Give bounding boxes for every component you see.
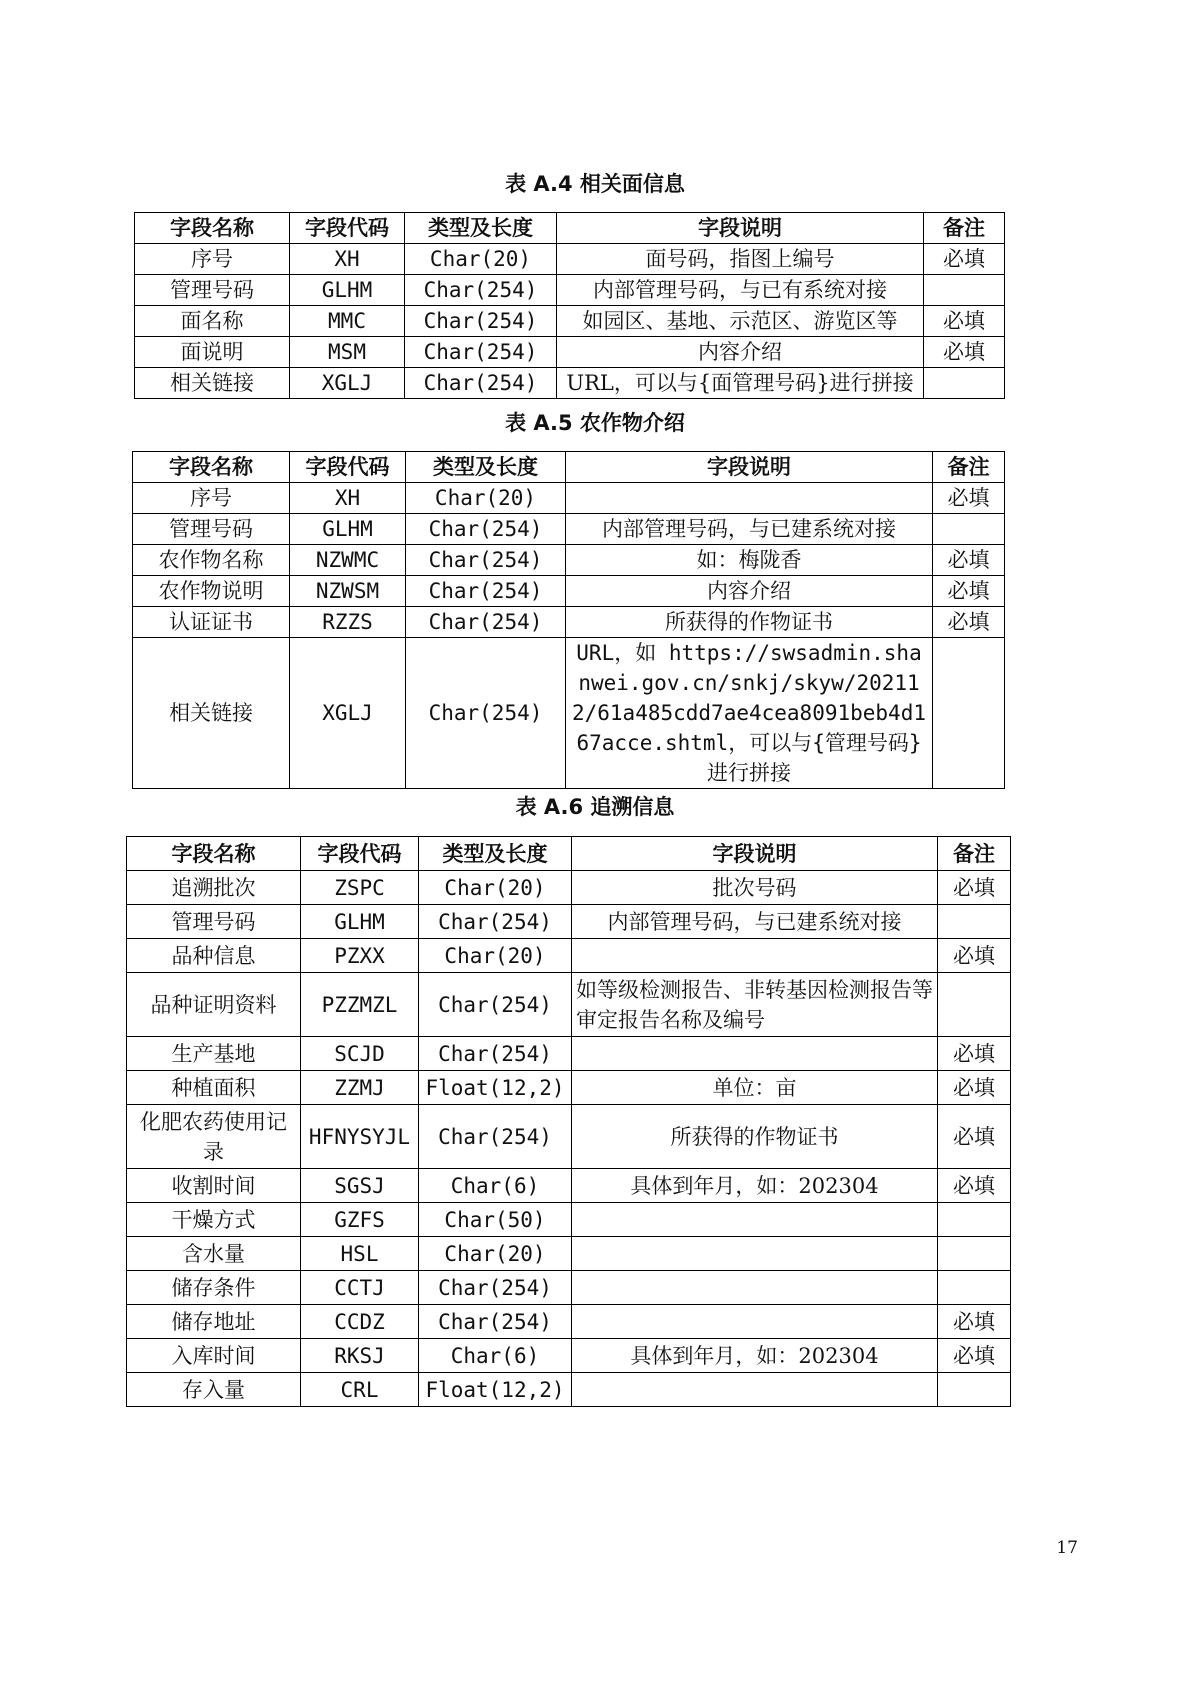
- table-cell: 如：梅陇香: [566, 545, 933, 576]
- table-cell: 生产基地: [127, 1037, 301, 1071]
- table-row: [135, 244, 1005, 275]
- table-cell: GLHM: [290, 514, 406, 545]
- table-cell: MSM: [290, 337, 405, 368]
- table-cell: 管理号码: [133, 514, 290, 545]
- table-cell: Char(254): [419, 1037, 572, 1071]
- table-cell: 内部管理号码，与已有系统对接: [557, 275, 924, 306]
- header-cell: 字段代码: [290, 213, 405, 244]
- table-cell: Char(6): [419, 1339, 572, 1373]
- table-cell: 所获得的作物证书: [566, 607, 933, 638]
- table-cell: 相关链接: [133, 638, 290, 789]
- table-cell: 种植面积: [127, 1071, 301, 1105]
- table-cell: CRL: [301, 1373, 419, 1407]
- table-cell: [938, 1237, 1011, 1271]
- table-cell: Char(254): [419, 1105, 572, 1169]
- table-row: [127, 1203, 1011, 1237]
- table-cell: 序号: [133, 483, 290, 514]
- table-cell: SGSJ: [301, 1169, 419, 1203]
- table-row: [127, 939, 1011, 973]
- table-cell: XH: [290, 244, 405, 275]
- table-cell: ZZMJ: [301, 1071, 419, 1105]
- table-row: [127, 871, 1011, 905]
- table-cell: Char(254): [406, 545, 566, 576]
- table-cell: [938, 905, 1011, 939]
- table-cell: 必填: [938, 1105, 1011, 1169]
- table-cell: 面说明: [135, 337, 290, 368]
- header-cell: 字段说明: [557, 213, 924, 244]
- table-cell: SCJD: [301, 1037, 419, 1071]
- table-cell: 必填: [933, 483, 1005, 514]
- table-cell: 品种证明资料: [127, 973, 301, 1037]
- table-cell: 单位：亩: [572, 1071, 938, 1105]
- table-caption: 表 A.5 农作物介绍: [505, 411, 685, 435]
- table-cell: 收割时间: [127, 1169, 301, 1203]
- table-cell: Char(6): [419, 1169, 572, 1203]
- table-cell: 必填: [933, 576, 1005, 607]
- table-cell: 批次号码: [572, 871, 938, 905]
- table-cell: Char(254): [419, 905, 572, 939]
- table-cell: 必填: [938, 1339, 1011, 1373]
- table-cell: XGLJ: [290, 638, 406, 789]
- table-cell: URL，如 https://swsadmin.shanwei.gov.cn/snkj/skyw/202112/61a485cdd7ae4cea8091beb4d167acce.shtml，可以与{管理号码}进行拼接: [566, 638, 933, 789]
- header-cell: 类型及长度: [405, 213, 557, 244]
- table-cell: 面名称: [135, 306, 290, 337]
- table-cell: 认证证书: [133, 607, 290, 638]
- table-cell: HFNYSYJL: [301, 1105, 419, 1169]
- table-row: [133, 483, 1005, 514]
- table-cell: [572, 1373, 938, 1407]
- table-cell: 必填: [938, 939, 1011, 973]
- table-cell: PZZMZL: [301, 973, 419, 1037]
- header-cell: 备注: [938, 837, 1011, 871]
- data-table: [132, 451, 1005, 789]
- header-cell: 字段代码: [301, 837, 419, 871]
- table-cell: [572, 1203, 938, 1237]
- table-cell: URL，可以与{面管理号码}进行拼接: [557, 368, 924, 399]
- table-cell: [938, 1373, 1011, 1407]
- table-cell: [572, 939, 938, 973]
- header-cell: 字段代码: [290, 452, 406, 483]
- table-cell: 内容介绍: [557, 337, 924, 368]
- table-row: [133, 514, 1005, 545]
- table-cell: 品种信息: [127, 939, 301, 973]
- table-cell: Float(12,2): [419, 1373, 572, 1407]
- table-cell: Char(254): [419, 1305, 572, 1339]
- table-cell: 管理号码: [127, 905, 301, 939]
- header-cell: 字段说明: [572, 837, 938, 871]
- table-row: [133, 545, 1005, 576]
- table-cell: [924, 275, 1005, 306]
- table-row: [127, 1237, 1011, 1271]
- table-cell: 储存条件: [127, 1271, 301, 1305]
- table-caption: 表 A.6 追溯信息: [515, 795, 675, 819]
- table-cell: 必填: [933, 545, 1005, 576]
- table-row: [127, 1305, 1011, 1339]
- table-header-row: [135, 213, 1005, 244]
- header-cell: 类型及长度: [419, 837, 572, 871]
- table-cell: Char(254): [419, 973, 572, 1037]
- table-cell: GLHM: [290, 275, 405, 306]
- table-row: [133, 607, 1005, 638]
- table-cell: 如园区、基地、示范区、游览区等: [557, 306, 924, 337]
- table-cell: [572, 1037, 938, 1071]
- table-row: [127, 1037, 1011, 1071]
- table-cell: Char(20): [419, 939, 572, 973]
- table-cell: CCTJ: [301, 1271, 419, 1305]
- table-cell: 管理号码: [135, 275, 290, 306]
- table-row: [133, 576, 1005, 607]
- table-header-row: [133, 452, 1005, 483]
- table-cell: 内部管理号码，与已建系统对接: [572, 905, 938, 939]
- table-cell: [933, 638, 1005, 789]
- table-cell: CCDZ: [301, 1305, 419, 1339]
- table-cell: Char(254): [405, 275, 557, 306]
- table-row: [135, 337, 1005, 368]
- table-cell: 干燥方式: [127, 1203, 301, 1237]
- table-cell: 如等级检测报告、非转基因检测报告等审定报告名称及编号: [572, 973, 938, 1037]
- table-row: [127, 973, 1011, 1037]
- table-cell: Char(254): [406, 607, 566, 638]
- table-cell: 内部管理号码，与已建系统对接: [566, 514, 933, 545]
- table-cell: GZFS: [301, 1203, 419, 1237]
- table-cell: 必填: [938, 1071, 1011, 1105]
- header-cell: 备注: [933, 452, 1005, 483]
- table-cell: Float(12,2): [419, 1071, 572, 1105]
- table-cell: PZXX: [301, 939, 419, 973]
- table-cell: 具体到年月，如：202304: [572, 1169, 938, 1203]
- table-cell: NZWMC: [290, 545, 406, 576]
- table-cell: 含水量: [127, 1237, 301, 1271]
- header-cell: 字段说明: [566, 452, 933, 483]
- table-row: [127, 1339, 1011, 1373]
- table-cell: Char(254): [405, 368, 557, 399]
- table-cell: Char(50): [419, 1203, 572, 1237]
- header-cell: 字段名称: [133, 452, 290, 483]
- table-cell: Char(254): [406, 576, 566, 607]
- table-row: [127, 1071, 1011, 1105]
- table-cell: HSL: [301, 1237, 419, 1271]
- table-row: [135, 306, 1005, 337]
- table-cell: 农作物说明: [133, 576, 290, 607]
- table-cell: 相关链接: [135, 368, 290, 399]
- page-number: 17: [1056, 1538, 1078, 1558]
- table-row: [127, 1169, 1011, 1203]
- table-cell: XH: [290, 483, 406, 514]
- table-row: [127, 905, 1011, 939]
- table-cell: [933, 514, 1005, 545]
- table-cell: 必填: [938, 1169, 1011, 1203]
- table-cell: 农作物名称: [133, 545, 290, 576]
- table-cell: [572, 1305, 938, 1339]
- table-cell: XGLJ: [290, 368, 405, 399]
- table-row: [127, 1105, 1011, 1169]
- table-cell: Char(254): [405, 306, 557, 337]
- table-cell: RZZS: [290, 607, 406, 638]
- table-cell: 必填: [938, 871, 1011, 905]
- table-cell: 序号: [135, 244, 290, 275]
- table-cell: [572, 1237, 938, 1271]
- table-row: [127, 1271, 1011, 1305]
- table-cell: ZSPC: [301, 871, 419, 905]
- table-cell: Char(20): [406, 483, 566, 514]
- table-cell: 追溯批次: [127, 871, 301, 905]
- header-cell: 字段名称: [127, 837, 301, 871]
- table-row: [133, 638, 1005, 789]
- table-cell: [938, 1203, 1011, 1237]
- table-cell: [924, 368, 1005, 399]
- table-cell: 内容介绍: [566, 576, 933, 607]
- table-cell: 必填: [938, 1305, 1011, 1339]
- table-row: [127, 1373, 1011, 1407]
- table-cell: Char(254): [406, 638, 566, 789]
- table-cell: Char(254): [406, 514, 566, 545]
- table-cell: 面号码，指图上编号: [557, 244, 924, 275]
- table-cell: 具体到年月，如：202304: [572, 1339, 938, 1373]
- table-cell: [938, 973, 1011, 1037]
- table-caption: 表 A.4 相关面信息: [505, 172, 685, 196]
- table-cell: Char(20): [419, 1237, 572, 1271]
- table-cell: [938, 1271, 1011, 1305]
- table-row: [135, 368, 1005, 399]
- table-header-row: [127, 837, 1011, 871]
- table-cell: 必填: [938, 1037, 1011, 1071]
- table-cell: 入库时间: [127, 1339, 301, 1373]
- header-cell: 类型及长度: [406, 452, 566, 483]
- data-table: [126, 836, 1011, 1407]
- table-cell: 必填: [924, 306, 1005, 337]
- table-cell: [566, 483, 933, 514]
- data-table: [134, 212, 1005, 399]
- table-cell: 存入量: [127, 1373, 301, 1407]
- table-cell: 必填: [933, 607, 1005, 638]
- header-cell: 字段名称: [135, 213, 290, 244]
- table-row: [135, 275, 1005, 306]
- table-cell: 所获得的作物证书: [572, 1105, 938, 1169]
- table-cell: 化肥农药使用记录: [127, 1105, 301, 1169]
- table-cell: [572, 1271, 938, 1305]
- table-cell: NZWSM: [290, 576, 406, 607]
- table-cell: Char(254): [419, 1271, 572, 1305]
- table-cell: Char(20): [405, 244, 557, 275]
- header-cell: 备注: [924, 213, 1005, 244]
- table-cell: Char(254): [405, 337, 557, 368]
- table-cell: 必填: [924, 244, 1005, 275]
- table-cell: MMC: [290, 306, 405, 337]
- table-cell: Char(20): [419, 871, 572, 905]
- table-cell: RKSJ: [301, 1339, 419, 1373]
- table-cell: GLHM: [301, 905, 419, 939]
- table-cell: 储存地址: [127, 1305, 301, 1339]
- table-cell: 必填: [924, 337, 1005, 368]
